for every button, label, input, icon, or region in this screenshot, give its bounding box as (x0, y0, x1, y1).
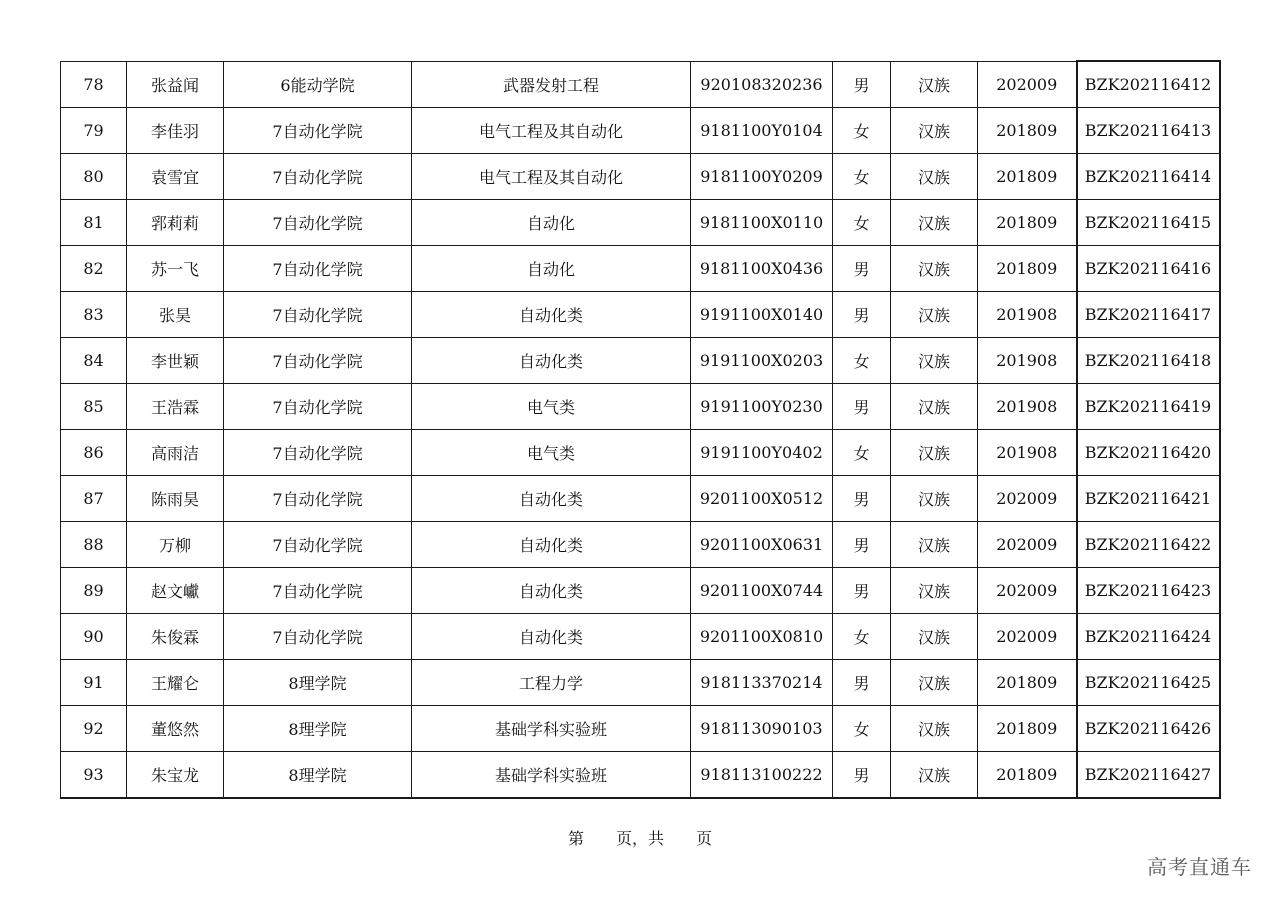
cell-major: 自动化类 (412, 476, 691, 522)
cell-ethnicity: 汉族 (891, 108, 978, 154)
cell-major: 自动化类 (412, 568, 691, 614)
cell-student-id: 9201100X0631 (691, 522, 833, 568)
cell-gender: 男 (833, 476, 891, 522)
table-row (61, 154, 1220, 200)
cell-major: 自动化类 (412, 522, 691, 568)
cell-student-id: 9181100Y0104 (691, 108, 833, 154)
cell-ethnicity: 汉族 (891, 246, 978, 292)
cell-gender: 男 (833, 752, 891, 799)
cell-certificate-number: BZK202116413 (1077, 108, 1220, 154)
cell-gender: 女 (833, 338, 891, 384)
cell-ethnicity: 汉族 (891, 568, 978, 614)
cell-college: 7自动化学院 (224, 568, 412, 614)
cell-certificate-number: BZK202116427 (1077, 752, 1220, 799)
cell-index: 90 (61, 614, 127, 660)
cell-index: 87 (61, 476, 127, 522)
cell-college: 7自动化学院 (224, 384, 412, 430)
table-row (61, 200, 1220, 246)
cell-major: 基础学科实验班 (412, 752, 691, 799)
cell-certificate-number: BZK202116421 (1077, 476, 1220, 522)
cell-certificate-number: BZK202116416 (1077, 246, 1220, 292)
cell-college: 7自动化学院 (224, 522, 412, 568)
cell-major: 基础学科实验班 (412, 706, 691, 752)
cell-student-id: 9201100X0744 (691, 568, 833, 614)
cell-student-id: 9191100Y0402 (691, 430, 833, 476)
table-row (61, 61, 1220, 108)
cell-enrollment: 201809 (978, 246, 1077, 292)
cell-ethnicity: 汉族 (891, 476, 978, 522)
cell-college: 7自动化学院 (224, 154, 412, 200)
cell-name: 朱俊霖 (127, 614, 224, 660)
cell-major: 自动化类 (412, 614, 691, 660)
cell-gender: 女 (833, 108, 891, 154)
cell-name: 万柳 (127, 522, 224, 568)
cell-college: 7自动化学院 (224, 614, 412, 660)
table-row (61, 522, 1220, 568)
cell-student-id: 918113100222 (691, 752, 833, 799)
cell-certificate-number: BZK202116417 (1077, 292, 1220, 338)
cell-ethnicity: 汉族 (891, 706, 978, 752)
cell-index: 89 (61, 568, 127, 614)
table-row (61, 430, 1220, 476)
cell-ethnicity: 汉族 (891, 338, 978, 384)
cell-college: 6能动学院 (224, 61, 412, 108)
cell-major: 自动化 (412, 200, 691, 246)
cell-major: 工程力学 (412, 660, 691, 706)
cell-enrollment: 201809 (978, 660, 1077, 706)
cell-name: 董悠然 (127, 706, 224, 752)
cell-major: 武器发射工程 (412, 61, 691, 108)
cell-student-id: 9201100X0810 (691, 614, 833, 660)
cell-certificate-number: BZK202116415 (1077, 200, 1220, 246)
cell-name: 张昊 (127, 292, 224, 338)
cell-student-id: 918113090103 (691, 706, 833, 752)
cell-major: 电气类 (412, 430, 691, 476)
table-row (61, 614, 1220, 660)
cell-name: 高雨洁 (127, 430, 224, 476)
cell-index: 79 (61, 108, 127, 154)
cell-enrollment: 202009 (978, 614, 1077, 660)
cell-name: 王浩霖 (127, 384, 224, 430)
student-roster-table (60, 60, 1221, 799)
cell-ethnicity: 汉族 (891, 154, 978, 200)
cell-index: 84 (61, 338, 127, 384)
cell-index: 93 (61, 752, 127, 799)
roster-body (61, 61, 1220, 798)
cell-name: 张益闻 (127, 61, 224, 108)
cell-enrollment: 202009 (978, 568, 1077, 614)
cell-college: 7自动化学院 (224, 246, 412, 292)
table-row (61, 476, 1220, 522)
cell-certificate-number: BZK202116420 (1077, 430, 1220, 476)
table-row (61, 338, 1220, 384)
cell-enrollment: 201908 (978, 338, 1077, 384)
cell-college: 8理学院 (224, 706, 412, 752)
cell-ethnicity: 汉族 (891, 430, 978, 476)
table-row (61, 706, 1220, 752)
cell-index: 91 (61, 660, 127, 706)
cell-college: 7自动化学院 (224, 430, 412, 476)
cell-enrollment: 201809 (978, 706, 1077, 752)
cell-college: 7自动化学院 (224, 476, 412, 522)
cell-ethnicity: 汉族 (891, 61, 978, 108)
table-row (61, 108, 1220, 154)
cell-name: 王耀仑 (127, 660, 224, 706)
cell-gender: 女 (833, 614, 891, 660)
cell-certificate-number: BZK202116419 (1077, 384, 1220, 430)
cell-index: 86 (61, 430, 127, 476)
cell-name: 陈雨昊 (127, 476, 224, 522)
cell-college: 7自动化学院 (224, 338, 412, 384)
cell-name: 李佳羽 (127, 108, 224, 154)
cell-major: 自动化类 (412, 292, 691, 338)
cell-college: 7自动化学院 (224, 108, 412, 154)
cell-enrollment: 202009 (978, 476, 1077, 522)
cell-index: 78 (61, 61, 127, 108)
cell-gender: 女 (833, 200, 891, 246)
cell-college: 7自动化学院 (224, 292, 412, 338)
cell-enrollment: 201809 (978, 154, 1077, 200)
cell-enrollment: 201908 (978, 292, 1077, 338)
cell-major: 自动化 (412, 246, 691, 292)
cell-gender: 男 (833, 61, 891, 108)
cell-college: 8理学院 (224, 660, 412, 706)
watermark-text: 高考直通车 (1147, 855, 1252, 879)
cell-ethnicity: 汉族 (891, 522, 978, 568)
cell-enrollment: 201809 (978, 752, 1077, 799)
cell-enrollment: 201809 (978, 108, 1077, 154)
cell-index: 92 (61, 706, 127, 752)
table-row (61, 568, 1220, 614)
table-row (61, 384, 1220, 430)
cell-certificate-number: BZK202116424 (1077, 614, 1220, 660)
cell-gender: 男 (833, 292, 891, 338)
table-row (61, 660, 1220, 706)
cell-certificate-number: BZK202116414 (1077, 154, 1220, 200)
table-row (61, 246, 1220, 292)
cell-enrollment: 201809 (978, 200, 1077, 246)
cell-gender: 男 (833, 246, 891, 292)
cell-name: 赵文巘 (127, 568, 224, 614)
cell-college: 7自动化学院 (224, 200, 412, 246)
cell-student-id: 9201100X0512 (691, 476, 833, 522)
cell-ethnicity: 汉族 (891, 614, 978, 660)
cell-major: 电气工程及其自动化 (412, 108, 691, 154)
cell-student-id: 9181100Y0209 (691, 154, 833, 200)
table-row (61, 752, 1220, 799)
cell-enrollment: 202009 (978, 61, 1077, 108)
cell-name: 郛莉莉 (127, 200, 224, 246)
cell-ethnicity: 汉族 (891, 752, 978, 799)
cell-name: 朱宝龙 (127, 752, 224, 799)
cell-gender: 女 (833, 706, 891, 752)
cell-student-id: 9181100X0436 (691, 246, 833, 292)
cell-gender: 女 (833, 154, 891, 200)
page-number-footer (0, 826, 1280, 849)
cell-certificate-number: BZK202116422 (1077, 522, 1220, 568)
cell-name: 袁雪宜 (127, 154, 224, 200)
cell-ethnicity: 汉族 (891, 200, 978, 246)
cell-enrollment: 202009 (978, 522, 1077, 568)
page-number-text: 第 页，共 页 (567, 829, 712, 848)
cell-gender: 男 (833, 384, 891, 430)
cell-gender: 女 (833, 430, 891, 476)
cell-ethnicity: 汉族 (891, 384, 978, 430)
cell-enrollment: 201908 (978, 384, 1077, 430)
cell-gender: 男 (833, 568, 891, 614)
cell-gender: 男 (833, 522, 891, 568)
cell-enrollment: 201908 (978, 430, 1077, 476)
cell-student-id: 9191100Y0230 (691, 384, 833, 430)
cell-student-id: 920108320236 (691, 61, 833, 108)
table-row (61, 292, 1220, 338)
cell-ethnicity: 汉族 (891, 660, 978, 706)
cell-index: 82 (61, 246, 127, 292)
cell-major: 电气工程及其自动化 (412, 154, 691, 200)
cell-major: 自动化类 (412, 338, 691, 384)
cell-certificate-number: BZK202116425 (1077, 660, 1220, 706)
cell-index: 85 (61, 384, 127, 430)
cell-name: 苏一飞 (127, 246, 224, 292)
cell-student-id: 9181100X0110 (691, 200, 833, 246)
cell-index: 88 (61, 522, 127, 568)
cell-college: 8理学院 (224, 752, 412, 799)
cell-certificate-number: BZK202116423 (1077, 568, 1220, 614)
cell-ethnicity: 汉族 (891, 292, 978, 338)
cell-student-id: 918113370214 (691, 660, 833, 706)
cell-certificate-number: BZK202116412 (1077, 61, 1220, 108)
cell-student-id: 9191100X0203 (691, 338, 833, 384)
cell-gender: 男 (833, 660, 891, 706)
cell-certificate-number: BZK202116426 (1077, 706, 1220, 752)
cell-name: 李世颖 (127, 338, 224, 384)
cell-student-id: 9191100X0140 (691, 292, 833, 338)
cell-index: 80 (61, 154, 127, 200)
cell-index: 81 (61, 200, 127, 246)
cell-major: 电气类 (412, 384, 691, 430)
cell-index: 83 (61, 292, 127, 338)
cell-certificate-number: BZK202116418 (1077, 338, 1220, 384)
